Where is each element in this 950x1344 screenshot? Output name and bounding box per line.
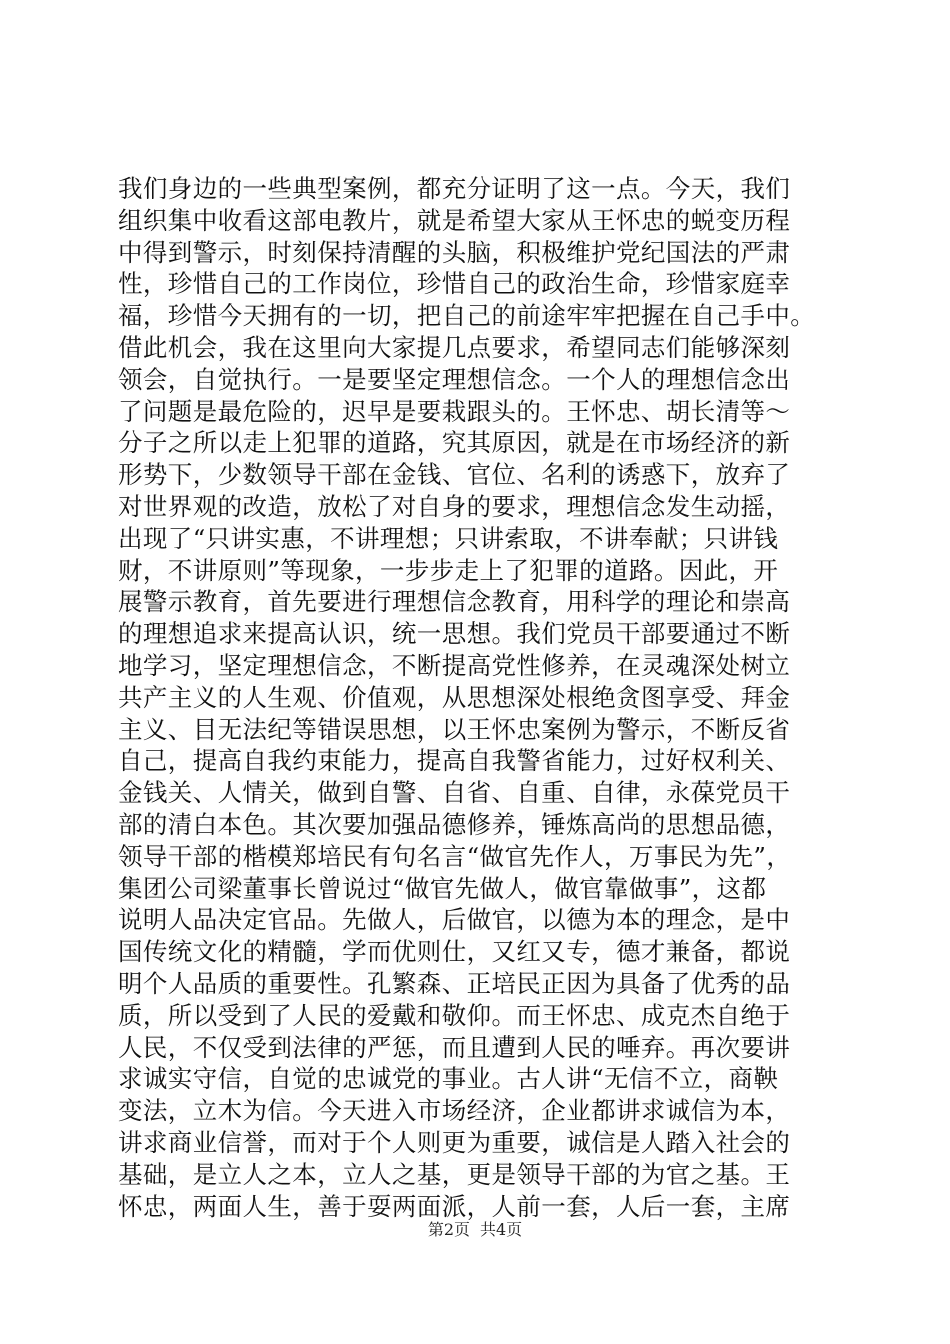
text-line: 集团公司梁董事长曾说过“做官先做人，做官靠做事”，这都 — [118, 873, 767, 903]
text-line: 领导干部的楷模郑培民有句名言“做官先作人，万事民为先”， — [118, 841, 792, 871]
text-line: 福，珍惜今天拥有的一切，把自己的前途牢牢把握在自己手中。 — [118, 301, 816, 331]
text-line: 形势下，少数领导干部在金钱、官位、名利的诱惑下，放弃了 — [118, 460, 791, 490]
text-line: 性，珍惜自己的工作岗位，珍惜自己的政治生命，珍惜家庭幸 — [118, 269, 791, 299]
text-line: 对世界观的改造，放松了对自身的要求，理想信念发生动摇， — [118, 491, 791, 521]
text-line: 地学习，坚定理想信念，不断提高党性修养，在灵魂深处树立 — [118, 650, 791, 680]
text-line: 组织集中收看这部电教片，就是希望大家从王怀忠的蜕变历程 — [118, 205, 791, 235]
text-line: 共产主义的人生观、价值观，从思想深处根绝贪图享受、拜金 — [118, 682, 791, 712]
text-line: 讲求商业信誉，而对于个人则更为重要，诚信是人踏入社会的 — [118, 1127, 791, 1157]
text-line: 了问题是最危险的，迟早是要栽跟头的。王怀忠、胡长清等～ — [118, 396, 791, 426]
text-line: 自己，提高自我约束能力，提高自我警省能力，过好权利关、 — [118, 746, 791, 776]
text-line: 明个人品质的重要性。孔繁森、正培民正因为具备了优秀的品 — [118, 968, 791, 998]
text-line: 质，所以受到了人民的爱戴和敬仰。而王怀忠、成克杰自绝于 — [118, 1000, 791, 1030]
text-line: 中得到警示，时刻保持清醒的头脑，积极维护党纪国法的严肃 — [118, 237, 791, 267]
text-line: 主义、目无法纪等错误思想，以王怀忠案例为警示，不断反省 — [118, 714, 791, 744]
text-line: 基础，是立人之本，立人之基，更是领导干部的为官之基。王 — [118, 1159, 791, 1189]
text-line: 部的清白本色。其次要加强品德修养，锤炼高尚的思想品德， — [118, 809, 791, 839]
page-footer — [0, 1217, 950, 1240]
text-line: 分子之所以走上犯罪的道路，究其原因，就是在市场经济的新 — [118, 428, 791, 458]
body-paragraph — [118, 173, 846, 1222]
text-line: 变法，立木为信。今天进入市场经济，企业都讲求诚信为本， — [118, 1096, 791, 1126]
page-total: 共4页 — [480, 1220, 523, 1239]
text-line: 人民，不仅受到法律的严惩，而且遭到人民的唾弃。再次要讲 — [118, 1032, 791, 1062]
text-line: 国传统文化的精髓，学而优则仕，又红又专，德才兼备，都说 — [118, 937, 791, 967]
text-line: 说明人品决定官品。先做人，后做官，以德为本的理念，是中 — [118, 905, 791, 935]
text-line: 展警示教育，首先要进行理想信念教育，用科学的理论和崇高 — [118, 587, 791, 617]
text-line: 求诚实守信，自觉的忠诚党的事业。古人讲“无信不立，商鞅 — [118, 1064, 779, 1094]
text-line: 金钱关、人情关，做到自警、自省、自重、自律，永葆党员干 — [118, 778, 791, 808]
text-line: 我们身边的一些典型案例，都充分证明了这一点。今天，我们 — [118, 174, 791, 203]
text-line: 怀忠，两面人生，善于耍两面派，人前一套，人后一套，主席 — [118, 1191, 791, 1221]
text-line: 财，不讲原则”等现象，一步步走上了犯罪的道路。因此，开 — [118, 555, 779, 585]
text-line: 的理想追求来提高认识，统一思想。我们党员干部要通过不断 — [118, 619, 791, 649]
text-line: 领会，自觉执行。一是要坚定理想信念。一个人的理想信念出 — [118, 364, 791, 394]
page-number: 第2页 — [427, 1220, 470, 1239]
text-line: 出现了“只讲实惠，不讲理想；只讲索取，不讲奉献；只讲钱 — [118, 523, 779, 553]
text-line: 借此机会，我在这里向大家提几点要求，希望同志们能够深刻 — [118, 332, 791, 362]
